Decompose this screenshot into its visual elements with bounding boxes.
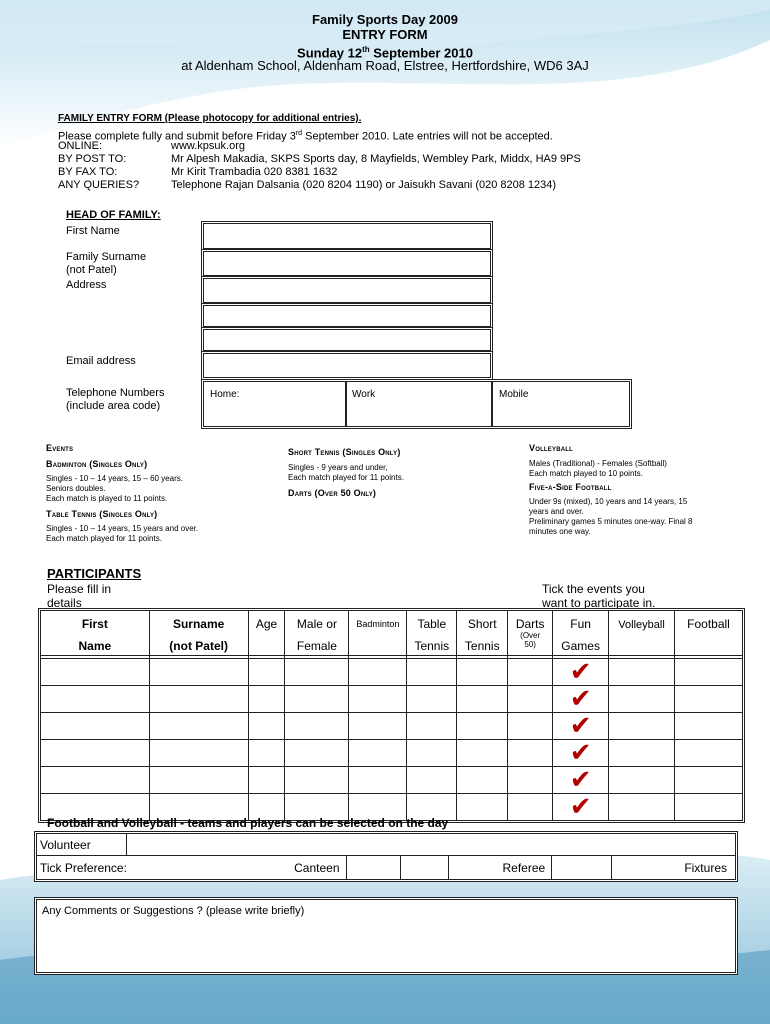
first-name-cell[interactable] — [41, 767, 150, 794]
comments-box[interactable] — [36, 899, 736, 973]
volunteer-name-field[interactable] — [126, 834, 735, 856]
short-tennis-cell[interactable] — [457, 659, 508, 686]
checkmark-icon: ✔ — [569, 738, 592, 768]
fun-games-cell[interactable] — [553, 794, 609, 821]
tick-preference-row — [37, 856, 347, 880]
table-header-row — [41, 611, 743, 656]
surname-cell[interactable] — [149, 713, 248, 740]
col-table-tennis: Table Tennis — [407, 611, 457, 656]
badminton-cell[interactable] — [349, 713, 407, 740]
col-darts: Darts (Over 50) — [508, 611, 553, 656]
table-tennis-heading: Table Tennis (Singles Only) — [46, 509, 158, 519]
age-cell[interactable] — [248, 767, 285, 794]
darts-cell[interactable] — [508, 659, 553, 686]
volunteer-table — [36, 833, 736, 880]
short-tennis-cell[interactable] — [457, 740, 508, 767]
checkmark-icon: ✔ — [569, 657, 592, 687]
tick-preference-label: Tick Preference: — [40, 860, 127, 875]
participant-row — [41, 686, 743, 713]
badminton-rules: Singles - 10 – 14 years, 15 – 60 years. Seniors doubles. Each match is played to 11 points. — [46, 474, 183, 503]
age-cell[interactable] — [248, 740, 285, 767]
volleyball-cell[interactable] — [609, 686, 675, 713]
fixtures-label: Fixtures — [612, 856, 736, 880]
telephone-label: Telephone Numbers (include area code) — [66, 387, 165, 412]
contact-list — [58, 140, 758, 192]
participants-heading: PARTICIPANTS — [47, 566, 142, 581]
surname-label: Family Surname (not Patel) — [66, 251, 147, 276]
badminton-heading: Badminton (Singles Only) — [46, 459, 148, 469]
darts-heading: Darts (Over 50 Only) — [288, 488, 377, 498]
participant-row — [41, 767, 743, 794]
first-name-cell[interactable] — [41, 713, 150, 740]
volleyball-cell[interactable] — [609, 713, 675, 740]
table-tennis-cell[interactable] — [407, 686, 457, 713]
badminton-cell[interactable] — [349, 686, 407, 713]
surname-cell[interactable] — [149, 740, 248, 767]
fun-games-cell[interactable] — [553, 767, 609, 794]
volleyball-section — [529, 443, 739, 537]
work-phone-field[interactable]: Work — [346, 381, 492, 427]
fun-games-cell[interactable] — [553, 713, 609, 740]
darts-cell[interactable] — [508, 713, 553, 740]
contact-row: BY POST TO: Mr Alpesh Makadia, SKPS Sports day, 8 Mayfields, Wembley Park, Middx, HA9 9PS — [58, 153, 581, 165]
col-short-tennis: Short Tennis — [457, 611, 508, 656]
darts-cell[interactable] — [508, 686, 553, 713]
table-tennis-cell[interactable] — [407, 767, 457, 794]
teams-footnote: Football and Volleyball - teams and players can be selected on the day — [47, 816, 449, 830]
fun-games-cell[interactable] — [553, 740, 609, 767]
surname-cell[interactable] — [149, 686, 248, 713]
contact-row: BY FAX TO: Mr Kirit Trambadia 020 8381 1632 — [58, 166, 338, 178]
football-cell[interactable] — [675, 794, 743, 821]
checkmark-icon: ✔ — [569, 792, 592, 822]
blank-cell — [401, 856, 449, 880]
mobile-phone-field[interactable]: Mobile — [492, 381, 630, 427]
participants-table — [40, 610, 743, 821]
form-title: Family Sports Day 2009 — [312, 12, 458, 27]
col-badminton: Badminton — [349, 611, 407, 656]
address-field-line-2[interactable] — [203, 305, 491, 327]
col-age: Age — [248, 611, 285, 656]
sex-cell[interactable] — [285, 659, 349, 686]
tick-events-note: Tick the events you want to participate in. — [542, 582, 656, 610]
form-subtitle: ENTRY FORM — [342, 27, 428, 42]
first-name-cell[interactable] — [41, 740, 150, 767]
comments-label: Any Comments or Suggestions ? (please write briefly) — [42, 905, 305, 917]
badminton-cell[interactable] — [349, 659, 407, 686]
col-football: Football — [675, 611, 743, 656]
event-date: Sunday 12th September 2010 — [297, 45, 473, 61]
football-cell[interactable] — [675, 686, 743, 713]
email-field[interactable] — [203, 353, 491, 378]
intro-heading: FAMILY ENTRY FORM (Please photocopy for additional entries). — [58, 113, 362, 124]
football-cell[interactable] — [675, 659, 743, 686]
first-name-cell[interactable] — [41, 659, 150, 686]
table-tennis-cell[interactable] — [407, 659, 457, 686]
age-cell[interactable] — [248, 713, 285, 740]
first-name-label: First Name — [66, 225, 120, 237]
age-cell[interactable] — [248, 686, 285, 713]
col-sex: Male or Female — [285, 611, 349, 656]
short-tennis-cell[interactable] — [457, 767, 508, 794]
referee-checkbox[interactable] — [552, 856, 612, 880]
darts-cell[interactable] — [508, 767, 553, 794]
football-cell[interactable] — [675, 740, 743, 767]
first-name-cell[interactable] — [41, 686, 150, 713]
football-heading: Five-a-Side Football — [529, 482, 612, 492]
surname-field[interactable] — [203, 251, 491, 276]
short-tennis-cell[interactable] — [457, 686, 508, 713]
checkmark-icon: ✔ — [569, 765, 592, 795]
age-cell[interactable] — [248, 659, 285, 686]
sex-cell[interactable] — [285, 713, 349, 740]
darts-cell[interactable] — [508, 794, 553, 821]
volleyball-rules: Males (Traditional) - Females (Softball) Each match played to 10 points. — [529, 459, 667, 478]
participant-row — [41, 659, 743, 686]
contact-row: ONLINE: www.kpsuk.org — [58, 140, 245, 152]
football-cell[interactable] — [675, 767, 743, 794]
volleyball-heading: Volleyball — [529, 443, 573, 453]
canteen-checkbox[interactable] — [346, 856, 401, 880]
table-tennis-cell[interactable] — [407, 740, 457, 767]
surname-cell[interactable] — [149, 659, 248, 686]
volunteer-label: Volunteer — [37, 834, 127, 856]
contact-row: ANY QUERIES? Telephone Rajan Dalsania (020 8204 1190) or Jaisukh Savani (020 8208 1234) — [58, 179, 557, 191]
checkmark-icon: ✔ — [569, 684, 592, 714]
col-surname: Surname (not Patel) — [149, 611, 248, 656]
short-tennis-cell[interactable] — [457, 794, 508, 821]
short-tennis-rules: Singles - 9 years and under, Each match played for 11 points. — [288, 463, 404, 482]
participant-row — [41, 713, 743, 740]
football-cell[interactable] — [675, 713, 743, 740]
events-heading: Events — [46, 443, 74, 453]
home-phone-field[interactable]: Home: — [203, 381, 346, 427]
fill-details-note: Please fill in details — [47, 582, 112, 610]
participant-row — [41, 740, 743, 767]
address-label: Address — [66, 279, 107, 291]
referee-label: Referee — [449, 856, 552, 880]
head-of-family-heading: HEAD OF FAMILY: — [66, 209, 161, 221]
fun-games-cell[interactable] — [553, 686, 609, 713]
col-first-name: First Name — [41, 611, 150, 656]
short-tennis-section — [288, 447, 508, 498]
surname-cell[interactable] — [149, 767, 248, 794]
sex-cell[interactable] — [285, 767, 349, 794]
event-venue: at Aldenham School, Aldenham Road, Elstree, Hertfordshire, WD6 3AJ — [181, 58, 589, 73]
first-name-field[interactable] — [203, 223, 491, 249]
sex-cell[interactable] — [285, 740, 349, 767]
football-rules: Under 9s (mixed), 10 years and 14 years, 15 years and over. Preliminary games 5 minutes one-way. Final 8 minutes one way. — [529, 497, 693, 536]
events-section — [46, 443, 276, 544]
volleyball-cell[interactable] — [609, 659, 675, 686]
table-tennis-rules: Singles - 10 – 14 years, 15 years and over. Each match played for 11 points. — [46, 524, 199, 543]
address-field-line-3[interactable] — [203, 329, 491, 351]
checkmark-icon: ✔ — [569, 711, 592, 741]
fun-games-cell[interactable] — [553, 659, 609, 686]
volleyball-cell[interactable] — [609, 794, 675, 821]
badminton-cell[interactable] — [349, 740, 407, 767]
short-tennis-cell[interactable] — [457, 713, 508, 740]
canteen-label: Canteen — [294, 861, 340, 875]
table-tennis-cell[interactable] — [407, 713, 457, 740]
volleyball-cell[interactable] — [609, 740, 675, 767]
submission-deadline: Please complete fully and submit before Friday 3rd September 2010. Late entries will not be accepted. — [58, 130, 553, 143]
col-volleyball: Volleyball — [609, 611, 675, 656]
sex-cell[interactable] — [285, 686, 349, 713]
email-label: Email address — [66, 355, 136, 367]
badminton-cell[interactable] — [349, 767, 407, 794]
volleyball-cell[interactable] — [609, 767, 675, 794]
short-tennis-heading: Short Tennis (Singles Only) — [288, 447, 401, 457]
darts-cell[interactable] — [508, 740, 553, 767]
address-field-line-1[interactable] — [203, 278, 491, 303]
col-fun-games: Fun Games — [553, 611, 609, 656]
